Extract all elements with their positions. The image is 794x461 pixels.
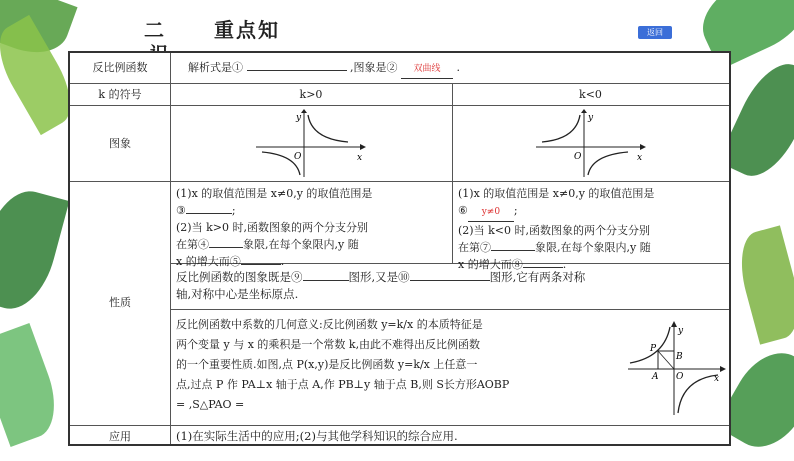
svg-text:O: O <box>574 152 582 162</box>
col-k-positive: k>0 <box>299 88 323 101</box>
answer-blank-2[interactable]: 双曲线 <box>401 61 453 79</box>
row1-content: 解析式是① ,图象是② 双曲线 . <box>188 59 460 79</box>
svg-text:x: x <box>357 153 363 163</box>
leaf-decoration <box>0 323 67 447</box>
application-text: (1)在实际生活中的应用;(2)与其他学科知识的综合应用. <box>176 429 458 443</box>
leaf-decoration <box>732 225 794 344</box>
graph-y-label: y <box>296 113 302 123</box>
return-button[interactable]: 返回 <box>638 26 672 39</box>
svg-text:x: x <box>714 374 720 384</box>
row-label-function: 反比例函数 <box>92 61 148 74</box>
svg-text:B: B <box>676 352 683 362</box>
row-label-sign: k 的符号 <box>98 88 142 101</box>
row-label-properties: 性质 <box>109 296 131 309</box>
svg-text:O: O <box>676 372 684 382</box>
col-k-negative: k<0 <box>579 88 602 101</box>
props-k-positive: (1)x 的取值范围是 x≠0,y 的取值范围是 ③ ; (2)当 k>0 时,函数图象的两个分支分别 在第④ 象限,在每个象限内,y 随 x 的增大而⑤ . <box>176 187 373 268</box>
answer-blank-8[interactable] <box>523 267 563 268</box>
svg-text:A: A <box>652 372 659 382</box>
heading-number: 二 <box>144 18 166 42</box>
svg-text:O: O <box>294 152 302 162</box>
props-k-negative: (1)x 的取值范围是 x≠0,y 的取值范围是 ⑥ y≠0 ; (2)当 k<0 时,函数图象的两个分支分别 在第⑦ 象限,在每个象限内,y 随 x 的增大而⑧ . <box>458 187 655 271</box>
answer-blank-4[interactable] <box>209 247 243 248</box>
heading-title: 重点知 <box>214 18 280 42</box>
answer-blank-9[interactable] <box>303 280 349 281</box>
svg-text:x: x <box>637 153 643 163</box>
answer-blank-10[interactable] <box>410 280 490 281</box>
geometry-figure <box>626 321 726 417</box>
symmetry-text: 反比例函数的图象既是⑨ 图形,又是⑩ 图形,它有两条对称 轴,对称中心是坐标原点. <box>176 270 586 301</box>
answer-blank-3[interactable] <box>186 213 232 214</box>
answer-blank-5[interactable] <box>241 264 281 265</box>
svg-text:y: y <box>588 113 594 123</box>
svg-text:y: y <box>678 326 684 336</box>
geometry-meaning-text: 反比例函数中系数的几何意义:反比例函数 y=k/x 的本质特征是 两个变量 y 与 x 的乘积是一个常数 k,由此不难得出反比例函数 的一个重要性质.如图,点 P(x,y)是反比例函数 y=k/x 上任意一 点,过点 P 作 PA⊥x 轴于点 A,作 PB⊥y 轴于点 B,则 S长方形AOBP = ,S△PAO = <box>176 318 510 411</box>
answer-blank-6[interactable]: y≠0 <box>468 204 514 222</box>
answer-blank-1[interactable] <box>247 70 347 71</box>
knowledge-table <box>68 51 731 446</box>
leaf-decoration <box>0 183 69 317</box>
row-label-graph: 图象 <box>109 137 131 150</box>
graph-k-positive <box>256 109 366 179</box>
graph-k-negative <box>536 109 646 179</box>
row-label-application: 应用 <box>109 430 131 443</box>
answer-blank-7[interactable] <box>491 250 535 251</box>
svg-text:P: P <box>650 344 657 354</box>
